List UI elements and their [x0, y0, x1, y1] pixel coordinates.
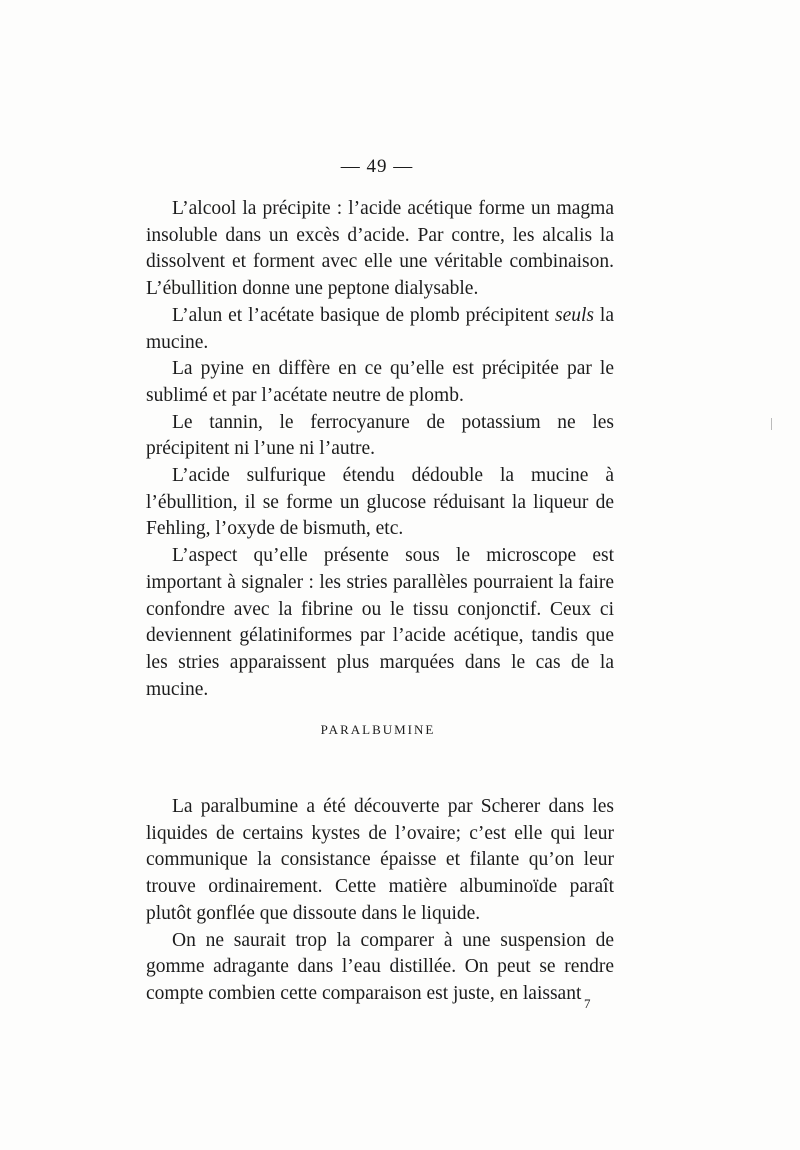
- paragraph-acide-sulfurique: L’acide sulfurique étendu dédouble la mucine à l’ébullition, il se forme un glucose réduisant la liqueur de Fehling, l’oxyde de bismuth, etc.: [146, 465, 614, 540]
- margin-mark: [771, 418, 772, 430]
- body-text-section-mucine: [146, 196, 614, 703]
- section-heading-paralbumine: PARALBUMINE: [320, 722, 436, 737]
- paragraph-alun-end: la mucine.: [146, 304, 614, 353]
- paragraph-aspect-microscope: L’aspect qu’elle présente sous le microscope est important à signaler : les stries parallèles pourraient la faire confondre avec la fibrine ou le tissu conjonctif. Ceux ci deviennent gélatiniformes par l’acide acétique, tandis que les stries apparaissent plus marquées dans le cas de la mucine.: [146, 545, 614, 700]
- paragraph-alun: [146, 303, 614, 356]
- paragraph-alun-start: L’alun et l’acétate basique de plomb précipitent: [172, 304, 555, 326]
- paragraph-alcool: L’alcool la précipite : l’acide acétique forme un magma insoluble dans un excès d’acide. Par contre, les alcalis la dissolvent et forment avec elle une véritable combinaison. L’ébullition donne une peptone dialysable.: [146, 198, 614, 300]
- body-text-section-paralbumine: [146, 794, 614, 1008]
- printer-signature-mark: 7: [584, 996, 591, 1011]
- paragraph-paralbumine-decouverte: La paralbumine a été découverte par Scherer dans les liquides de certains kystes de l’ovaire; c’est elle qui leur communique la consistance épaisse et filante qu’on leur trouve ordinairement. Cette matière albuminoïde paraît plutôt gonflée que dissoute dans le liquide.: [146, 796, 614, 924]
- paragraph-tannin: Le tannin, le ferrocyanure de potassium ne les précipitent ni l’une ni l’autre.: [146, 411, 614, 460]
- paragraph-pyine: La pyine en diffère en ce qu’elle est précipitée par le sublimé et par l’acétate neutre de plomb.: [146, 358, 614, 406]
- emphasis-seuls: seuls: [554, 304, 594, 326]
- page-number: — 49 —: [340, 156, 414, 177]
- paragraph-comparaison: On ne saurait trop la comparer à une suspension de gomme adragante dans l’eau distillée. On peut se rendre compte combien cette comparaison est juste, en laissant: [146, 929, 614, 1004]
